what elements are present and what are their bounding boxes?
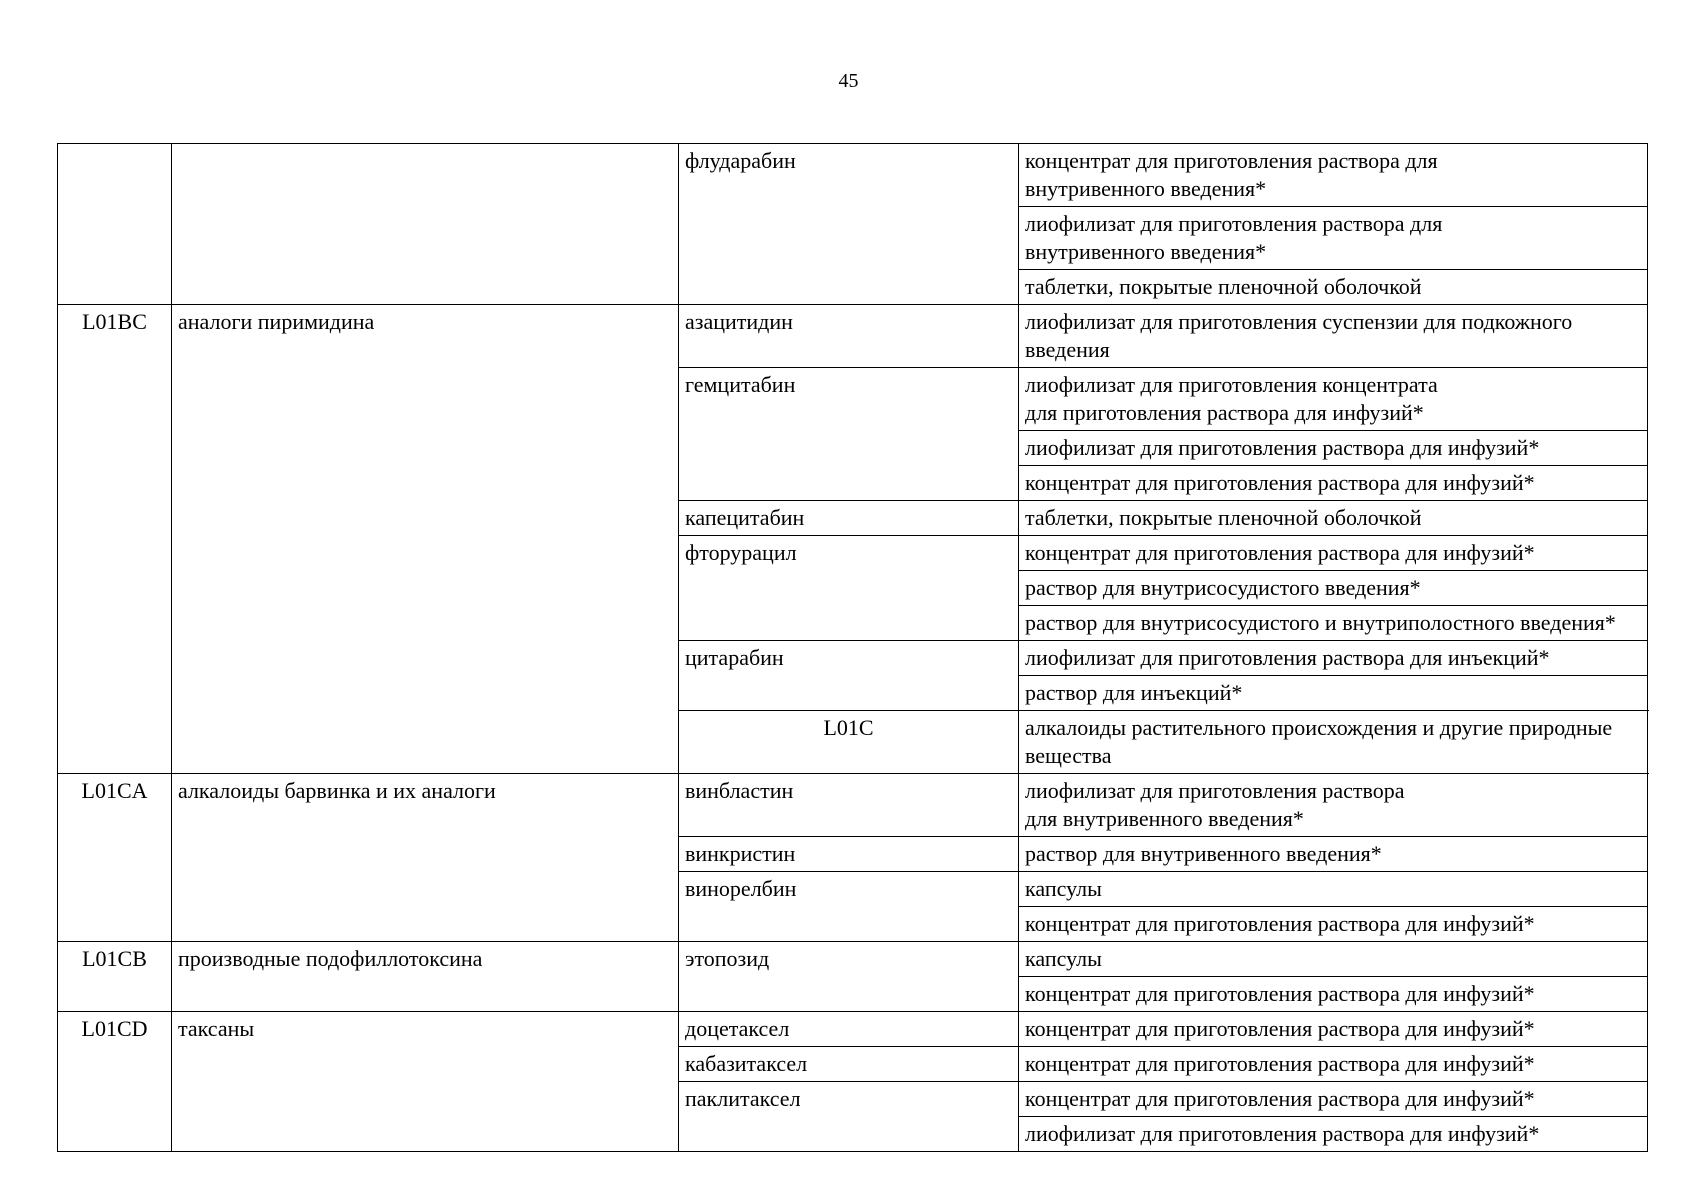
dosage-form: концентрат для приготовления раствора для инфузий*: [1019, 907, 1648, 942]
dosage-form: лиофилизат для приготовления суспензии для подкожного введения: [1019, 305, 1648, 368]
drug-name: доцетаксел: [679, 1012, 1019, 1047]
dosage-form: лиофилизат для приготовления раствора для внутривенного введения*: [1019, 774, 1648, 837]
drug-name: винкристин: [679, 837, 1019, 872]
drug-name: фторурацил: [679, 536, 1019, 641]
dosage-form: концентрат для приготовления раствора для инфузий*: [1019, 536, 1648, 571]
dosage-form: лиофилизат для приготовления раствора для инъекций*: [1019, 641, 1648, 676]
drug-name: цитарабин: [679, 641, 1019, 711]
atc-group: таксаны: [172, 1012, 679, 1152]
atc-code-cell: [58, 144, 172, 305]
atc-code: L01C: [679, 711, 1019, 774]
dosage-form: раствор для внутрисосудистого и внутриполостного введения*: [1019, 606, 1648, 641]
table-row: [58, 305, 1648, 368]
drug-name: этопозид: [679, 942, 1019, 1012]
atc-group: алкалоиды растительного происхождения и другие природные вещества: [1019, 711, 1648, 774]
dosage-form: раствор для внутрисосудистого введения*: [1019, 571, 1648, 606]
dosage-form: таблетки, покрытые пленочной оболочкой: [1019, 501, 1648, 536]
page-number: 45: [838, 70, 859, 92]
dosage-form: раствор для внутривенного введения*: [1019, 837, 1648, 872]
atc-code: L01CD: [58, 1012, 172, 1152]
dosage-form: лиофилизат для приготовления концентрата для приготовления раствора для инфузий*: [1019, 368, 1648, 431]
drug-name: винорелбин: [679, 872, 1019, 942]
dosage-form: концентрат для приготовления раствора для инфузий*: [1019, 977, 1648, 1012]
atc-group: алкалоиды барвинка и их аналоги: [172, 774, 679, 942]
drug-name: гемцитабин: [679, 368, 1019, 501]
dosage-form: таблетки, покрытые пленочной оболочкой: [1019, 270, 1648, 305]
dosage-form: концентрат для приготовления раствора для инфузий*: [1019, 466, 1648, 501]
dosage-form: раствор для инъекций*: [1019, 676, 1648, 711]
atc-group: производные подофиллотоксина: [172, 942, 679, 1012]
dosage-form: капсулы: [1019, 942, 1648, 977]
drug-table: [57, 143, 1648, 1152]
atc-code: L01CA: [58, 774, 172, 942]
drug-name: винбластин: [679, 774, 1019, 837]
dosage-form: лиофилизат для приготовления раствора для инфузий*: [1019, 431, 1648, 466]
drug-name: азацитидин: [679, 305, 1019, 368]
table-row: [58, 1012, 1648, 1047]
group-cell: [172, 144, 679, 305]
dosage-form: концентрат для приготовления раствора для внутривенного введения*: [1019, 144, 1648, 207]
table-row: [58, 942, 1648, 977]
table-row: [58, 774, 1648, 837]
dosage-form: лиофилизат для приготовления раствора для инфузий*: [1019, 1117, 1648, 1152]
atc-code: L01CB: [58, 942, 172, 1012]
drug-name: капецитабин: [679, 501, 1019, 536]
drug-name: флударабин: [679, 144, 1019, 305]
atc-group: аналоги пиримидина: [172, 305, 679, 774]
atc-code: L01BC: [58, 305, 172, 774]
dosage-form: капсулы: [1019, 872, 1648, 907]
dosage-form: концентрат для приготовления раствора для инфузий*: [1019, 1082, 1648, 1117]
dosage-form: концентрат для приготовления раствора для инфузий*: [1019, 1047, 1648, 1082]
dosage-form: лиофилизат для приготовления раствора для внутривенного введения*: [1019, 207, 1648, 270]
drug-name: паклитаксел: [679, 1082, 1019, 1152]
dosage-form: концентрат для приготовления раствора для инфузий*: [1019, 1012, 1648, 1047]
drug-name: кабазитаксел: [679, 1047, 1019, 1082]
table-row: [58, 144, 1648, 207]
